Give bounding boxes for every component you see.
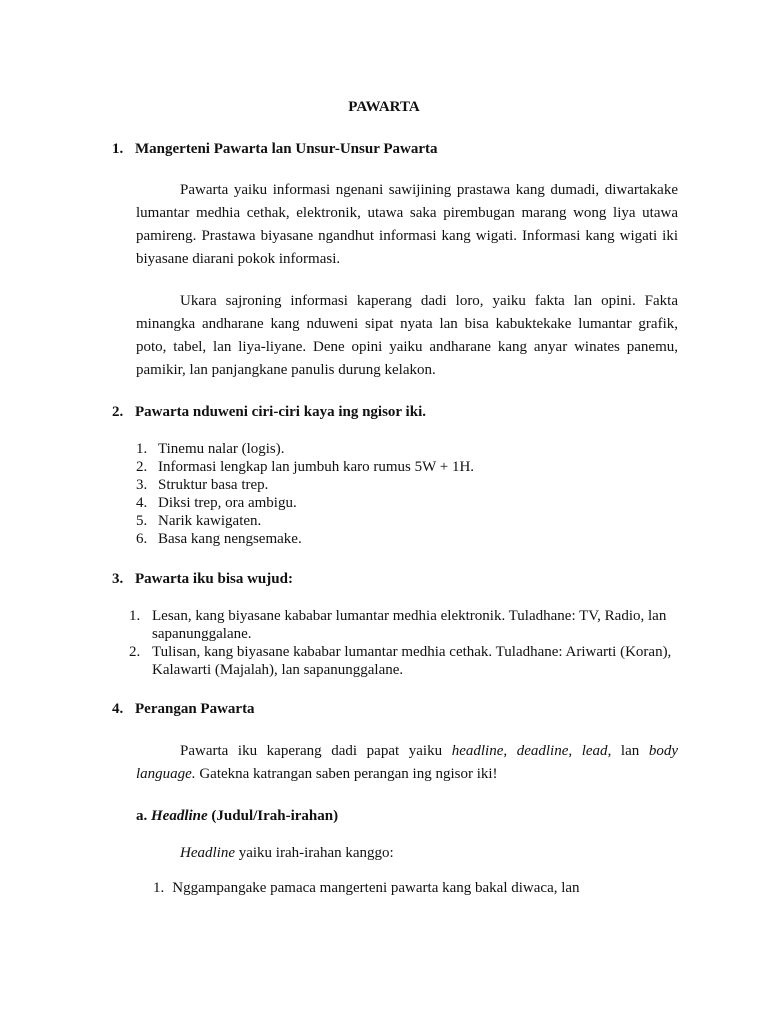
section-2-heading <box>112 404 426 421</box>
section-1-paragraph-2: Ukara sajroning informasi kaperang dadi loro, yaiku fakta lan opini. Fakta minangka andharane kang nduweni sipat nyata lan bisa kabuktekake lumantar grafik, poto, tabel, lan liya-liyane. Dene opini yaiku andharane kang anyar winates panemu, pamikir, lan panjangkane panulis durung kelakon. <box>136 293 678 378</box>
section-4-paragraph: Pawarta iku kaperang dadi papat yaiku headline, deadline, lead, lan body language. Gatekna katrangan saben perangan ing ngisor iki! <box>136 743 679 782</box>
list-item: 5. Narik kawigaten. <box>136 513 262 529</box>
characteristics-list <box>136 440 678 548</box>
section-3-title: Pawarta iku bisa wujud: <box>135 571 293 587</box>
section-1-number: 1. <box>112 141 124 157</box>
list-item: 3. Struktur basa trep. <box>136 477 269 493</box>
section-3-heading <box>112 571 293 588</box>
headline-purpose-item: 1. Nggampangake pamaca mangerteni pawarta kang bakal diwaca, lan <box>153 880 580 896</box>
list-item: 4. Diksi trep, ora ambigu. <box>136 495 297 511</box>
headline-definition: Headline yaiku irah-irahan kanggo: <box>180 845 394 861</box>
section-1-title: Mangerteni Pawarta lan Unsur-Unsur Pawarta <box>135 141 438 157</box>
section-2-title: Pawarta nduweni ciri-ciri kaya ing ngisor iki. <box>135 404 426 420</box>
section-3-number: 3. <box>112 571 124 587</box>
section-4-heading <box>112 701 255 718</box>
page-title: PAWARTA <box>348 99 420 115</box>
sub-heading-headline: a. Headline (Judul/Irah-irahan) <box>136 808 339 824</box>
list-item: 1. Tinemu nalar (logis). <box>136 441 285 457</box>
section-1-heading <box>112 141 437 158</box>
section-1-paragraph-1: Pawarta yaiku informasi ngenani sawijining prastawa kang dumadi, diwartakake lumantar medhia cethak, elektronik, utawa saka pirembugan marang wong liya utawa pamireng. Prastawa biyasane ngandhut informasi kang wigati. Informasi kang wigati iki biyasane diarani pokok informasi. <box>136 182 678 267</box>
section-4-number: 4. <box>112 701 124 717</box>
list-item: 6. Basa kang nengsemake. <box>136 531 302 547</box>
forms-list <box>129 607 680 679</box>
list-item: 2. Informasi lengkap lan jumbuh karo rumus 5W + 1H. <box>136 459 475 475</box>
list-item: 2. Tulisan, kang biyasane kababar lumantar medhia cethak. Tuladhane: Ariwarti (Koran), Kalawarti (Majalah), lan sapanunggalane. <box>129 644 672 678</box>
section-2-number: 2. <box>112 404 124 420</box>
section-4-title: Perangan Pawarta <box>135 701 255 717</box>
list-item: 1. Lesan, kang biyasane kababar lumantar medhia elektronik. Tuladhane: TV, Radio, lan sapanunggalane. <box>129 608 667 642</box>
